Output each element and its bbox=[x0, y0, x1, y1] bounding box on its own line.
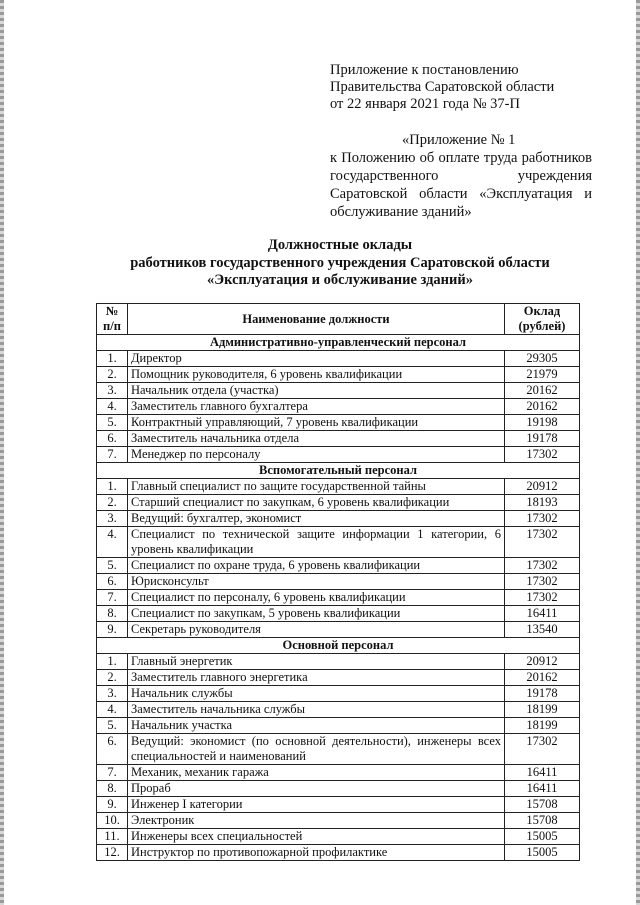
salary-value: 16411 bbox=[505, 606, 580, 622]
salary-value: 17302 bbox=[505, 527, 580, 558]
position-name: Заместитель главного энергетика bbox=[128, 670, 505, 686]
row-number: 8. bbox=[97, 781, 128, 797]
position-name: Инженер I категории bbox=[128, 797, 505, 813]
table-row bbox=[97, 606, 580, 622]
position-name: Прораб bbox=[128, 781, 505, 797]
table-row bbox=[97, 574, 580, 590]
resolution-line: от 22 января 2021 года № 37-П bbox=[330, 96, 520, 112]
row-number: 6. bbox=[97, 574, 128, 590]
header-salary: Оклад (рублей) bbox=[505, 304, 580, 335]
row-number: 4. bbox=[97, 702, 128, 718]
row-number: 6. bbox=[97, 431, 128, 447]
table-row bbox=[97, 558, 580, 574]
position-name: Инженеры всех специальностей bbox=[128, 829, 505, 845]
scan-edge-left bbox=[0, 0, 4, 905]
row-number: 12. bbox=[97, 845, 128, 861]
position-name: Контрактный управляющий, 7 уровень квалификации bbox=[128, 415, 505, 431]
table-row bbox=[97, 351, 580, 367]
position-name: Инструктор по противопожарной профилактике bbox=[128, 845, 505, 861]
section-header-row bbox=[97, 335, 580, 351]
salary-value: 17302 bbox=[505, 590, 580, 606]
row-number: 2. bbox=[97, 670, 128, 686]
row-number: 3. bbox=[97, 511, 128, 527]
row-number: 5. bbox=[97, 718, 128, 734]
position-name: Заместитель начальника отдела bbox=[128, 431, 505, 447]
table-row bbox=[97, 527, 580, 558]
table-row bbox=[97, 447, 580, 463]
position-name: Директор bbox=[128, 351, 505, 367]
section-title: Административно-управленческий персонал bbox=[97, 335, 580, 351]
row-number: 11. bbox=[97, 829, 128, 845]
salary-value: 13540 bbox=[505, 622, 580, 638]
salary-value: 17302 bbox=[505, 558, 580, 574]
scan-edge-right bbox=[636, 0, 640, 905]
table-row bbox=[97, 765, 580, 781]
table-row bbox=[97, 845, 580, 861]
position-name: Юрисконсульт bbox=[128, 574, 505, 590]
table-row bbox=[97, 590, 580, 606]
salary-value: 17302 bbox=[505, 447, 580, 463]
table-row bbox=[97, 495, 580, 511]
row-number: 7. bbox=[97, 590, 128, 606]
salary-value: 18199 bbox=[505, 702, 580, 718]
salary-value: 15005 bbox=[505, 845, 580, 861]
position-name: Начальник службы bbox=[128, 686, 505, 702]
position-name: Специалист по персоналу, 6 уровень квалификации bbox=[128, 590, 505, 606]
section-title: Основной персонал bbox=[97, 638, 580, 654]
resolution-reference bbox=[330, 62, 590, 113]
position-name: Механик, механик гаража bbox=[128, 765, 505, 781]
row-number: 1. bbox=[97, 654, 128, 670]
position-name: Главный энергетик bbox=[128, 654, 505, 670]
table-body bbox=[97, 335, 580, 861]
table-header-row bbox=[97, 304, 580, 335]
table-row bbox=[97, 431, 580, 447]
row-number: 6. bbox=[97, 734, 128, 765]
table-row bbox=[97, 415, 580, 431]
row-number: 1. bbox=[97, 479, 128, 495]
salary-value: 15708 bbox=[505, 813, 580, 829]
header-position: Наименование должности bbox=[128, 304, 505, 335]
salary-value: 19178 bbox=[505, 686, 580, 702]
position-name: Начальник участка bbox=[128, 718, 505, 734]
table-row bbox=[97, 399, 580, 415]
row-number: 3. bbox=[97, 383, 128, 399]
salary-value: 20162 bbox=[505, 383, 580, 399]
row-number: 1. bbox=[97, 351, 128, 367]
table-row bbox=[97, 718, 580, 734]
row-number: 7. bbox=[97, 447, 128, 463]
position-name: Специалист по закупкам, 5 уровень квалификации bbox=[128, 606, 505, 622]
position-name: Электроник bbox=[128, 813, 505, 829]
table-row bbox=[97, 654, 580, 670]
table-row bbox=[97, 734, 580, 765]
row-number: 5. bbox=[97, 415, 128, 431]
table-row bbox=[97, 781, 580, 797]
row-number: 2. bbox=[97, 367, 128, 383]
salary-value: 20912 bbox=[505, 479, 580, 495]
salary-table bbox=[96, 303, 580, 861]
position-name: Главный специалист по защите государственной тайны bbox=[128, 479, 505, 495]
section-header-row bbox=[97, 463, 580, 479]
table-row bbox=[97, 702, 580, 718]
salary-value: 17302 bbox=[505, 511, 580, 527]
salary-value: 19178 bbox=[505, 431, 580, 447]
salary-value: 20162 bbox=[505, 399, 580, 415]
row-number: 4. bbox=[97, 527, 128, 558]
position-name: Начальник отдела (участка) bbox=[128, 383, 505, 399]
row-number: 9. bbox=[97, 622, 128, 638]
salary-value: 20912 bbox=[505, 654, 580, 670]
salary-value: 19198 bbox=[505, 415, 580, 431]
table-row bbox=[97, 829, 580, 845]
salary-value: 21979 bbox=[505, 367, 580, 383]
appendix-reference bbox=[330, 131, 592, 221]
row-number: 2. bbox=[97, 495, 128, 511]
table-row bbox=[97, 686, 580, 702]
header-number: № п/п bbox=[97, 304, 128, 335]
table-row bbox=[97, 383, 580, 399]
position-name: Ведущий: экономист (по основной деятельности), инженеры всех специальностей и наименований bbox=[128, 734, 505, 765]
appendix-description: к Положению об оплате труда работников государственного учреждения Саратовской области «Эксплуатация и обслуживание зданий» bbox=[330, 150, 592, 220]
salary-value: 15005 bbox=[505, 829, 580, 845]
table-row bbox=[97, 797, 580, 813]
appendix-number: «Приложение № 1 bbox=[402, 132, 516, 148]
title-line: «Эксплуатация и обслуживание зданий» bbox=[207, 272, 473, 288]
position-name: Специалист по технической защите информации 1 категории, 6 уровень квалификации bbox=[128, 527, 505, 558]
title-line: Должностные оклады bbox=[267, 237, 413, 253]
position-name: Заместитель начальника службы bbox=[128, 702, 505, 718]
row-number: 7. bbox=[97, 765, 128, 781]
table-row bbox=[97, 479, 580, 495]
salary-value: 29305 bbox=[505, 351, 580, 367]
table-row bbox=[97, 622, 580, 638]
row-number: 5. bbox=[97, 558, 128, 574]
salary-value: 16411 bbox=[505, 781, 580, 797]
row-number: 9. bbox=[97, 797, 128, 813]
resolution-line: Правительства Саратовской области bbox=[330, 79, 555, 95]
salary-value: 17302 bbox=[505, 574, 580, 590]
salary-value: 18193 bbox=[505, 495, 580, 511]
salary-value: 18199 bbox=[505, 718, 580, 734]
row-number: 3. bbox=[97, 686, 128, 702]
row-number: 10. bbox=[97, 813, 128, 829]
position-name: Помощник руководителя, 6 уровень квалификации bbox=[128, 367, 505, 383]
position-name: Специалист по охране труда, 6 уровень квалификации bbox=[128, 558, 505, 574]
table-row bbox=[97, 511, 580, 527]
table-row bbox=[97, 367, 580, 383]
position-name: Ведущий: бухгалтер, экономист bbox=[128, 511, 505, 527]
resolution-line: Приложение к постановлению bbox=[330, 62, 519, 78]
position-name: Старший специалист по закупкам, 6 уровень квалификации bbox=[128, 495, 505, 511]
salary-value: 15708 bbox=[505, 797, 580, 813]
salary-value: 16411 bbox=[505, 765, 580, 781]
salary-value: 17302 bbox=[505, 734, 580, 765]
table-row bbox=[97, 813, 580, 829]
title-line: работников государственного учреждения Саратовской области bbox=[130, 254, 550, 271]
section-title: Вспомогательный персонал bbox=[97, 463, 580, 479]
row-number: 4. bbox=[97, 399, 128, 415]
document-title bbox=[60, 237, 620, 290]
salary-value: 20162 bbox=[505, 670, 580, 686]
table-row bbox=[97, 670, 580, 686]
position-name: Менеджер по персоналу bbox=[128, 447, 505, 463]
section-header-row bbox=[97, 638, 580, 654]
row-number: 8. bbox=[97, 606, 128, 622]
position-name: Секретарь руководителя bbox=[128, 622, 505, 638]
position-name: Заместитель главного бухгалтера bbox=[128, 399, 505, 415]
